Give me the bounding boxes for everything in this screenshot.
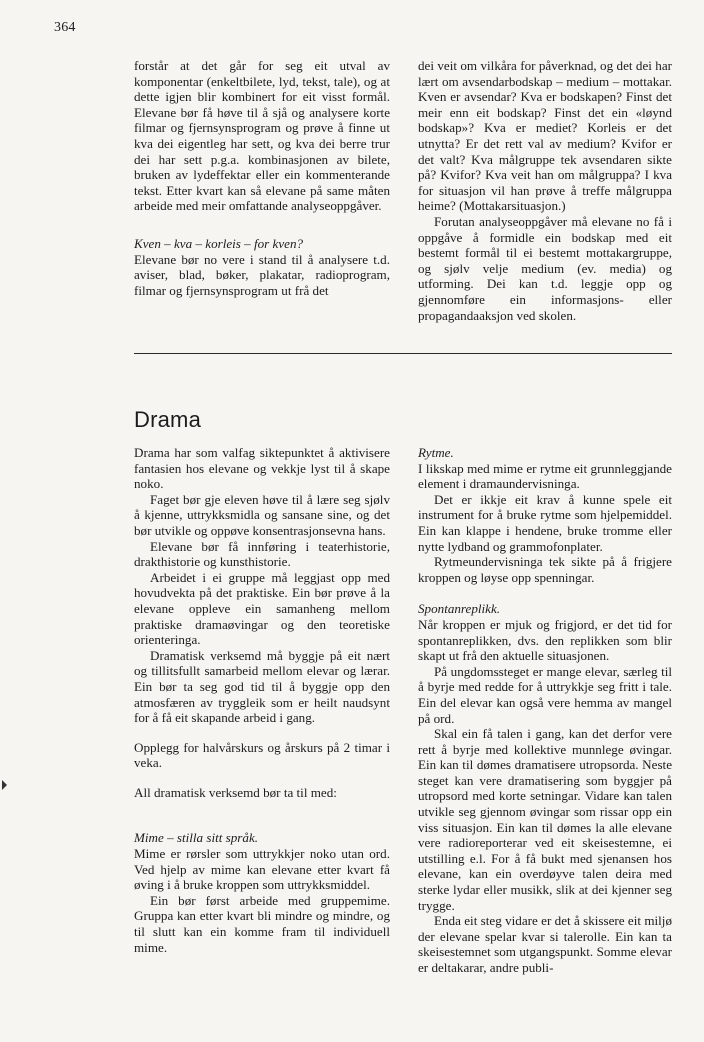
paragraph: Forutan analyseoppgåver må elevane no få i oppgåve å formidle ein bodskap med eit bestemt formål til ei bestemt mottakargruppe, og sjølv velje medium (ev. media) og utforming. Dei kan t.d. leggje opp og gjennomføre ein informasjons- eller propagandaaksjon ved skolen. [418, 213, 672, 323]
subheading: Rytme. [418, 445, 454, 460]
paragraph: Opplegg for halvårskurs og årskurs på 2 timar i veka. [134, 739, 390, 771]
paragraph: Elevane bør no vere i stand til å analysere t.d. aviser, blad, bøker, plakatar, radioprogram, filmar og fjernsynsprogram ut frå det [134, 251, 390, 298]
paragraph: All dramatisk verksemd bør ta til med: [134, 784, 337, 800]
paragraph: Ein bør først arbeide med gruppemime. Gruppa kan etter kvart bli mindre og mindre, og til slutt kan ein komme fram til individuell mime. [134, 892, 390, 955]
subheading: Mime – stilla sitt språk. [134, 830, 259, 846]
paragraph: I likskap med mime er rytme eit grunnleggjande element i dramaundervisninga. [418, 460, 672, 492]
subheading: Spontanreplikk. [418, 601, 501, 617]
top-left-column [134, 58, 390, 298]
paragraph: Rytmeundervisninga tek sikte på å frigjere kroppen og løyse opp spenningar. [418, 554, 672, 585]
paragraph: Elevane bør få innføring i teaterhistorie, drakthistorie og kunsthistorie. [134, 538, 390, 570]
paragraph: dei veit om vilkåra for påverknad, og det dei har lært om avsendarbodskap – medium – mottakar. Kven er avsendar? Kva er bodskapen? Finst det meir enn eit bodskap? Finst det ein «løynd bodskap»? Kva er mediet? Korleis er det utnytta? Er det rett val av medium? Kvifor er det valt? Kva målgruppe tek avsendaren sikte på? Kvifor? Kva veit han om målgruppa? I kva for situasjon vil han prøve å treffe målgruppa heime? (Mottakarsituasjon.) [418, 58, 672, 214]
paragraph: Dramatisk verksemd må byggje på eit nært og tillitsfullt samarbeid mellom elevar og lærar. Ein bør ta seg god tid til å byggje opp den atmosfæren av tryggleik som er heilt naudsynt for å få eit skapande arbeid i gang. [134, 647, 390, 726]
section-title: Drama [134, 406, 202, 432]
paragraph: Drama har som valfag siktepunktet å aktivisere fantasien hos elevane og vekkje lyst til å skape noko. [134, 445, 390, 492]
subheading: Kven – kva – korleis – for kven? [134, 235, 304, 251]
paragraph: Faget bør gje eleven høve til å lære seg sjølv å kjenne, uttrykksmidla og sansane sine, og det bør utvikle og oppøve konsentrasjonsevna hans. [134, 491, 390, 538]
paragraph: Det er ikkje eit krav å kunne spele eit instrument for å bruke rytme som hjelpemiddel. Ein kan klappe i hendene, bruke tromme eller nytte lydband og grammofonplater. [418, 491, 672, 554]
section-divider [134, 353, 672, 354]
paragraph: forstår at det går for seg eit utval av komponentar (enkeltbilete, lyd, tekst, tale), og at dette igjen blir kombinert for eit visst formål. Elevane bør få høve til å sjå og analysere korte filmar og fjernsynsprogram og prøve å finne ut kva dei eigentleg har sett, og kva dei berre trur dei har sett p.g.a. kombinasjonen av bilete, bruken av lydeffektar eller ein kommenterande tekst. Etter kvart kan så elevane på same måten arbeide med meir omfattande analyseoppgåver. [134, 58, 390, 214]
paragraph: Når kroppen er mjuk og frigjord, er det tid for spontanreplikken, dvs. den replikken som blir skapt ut frå den aktuelle situasjonen. [418, 616, 672, 664]
top-right-column [418, 58, 672, 323]
bottom-right-column [418, 445, 672, 976]
page-number: 364 [54, 20, 76, 35]
paragraph: Mime er rørsler som uttrykkjer noko utan ord. Ved hjelp av mime kan elevane etter kvart få øving i å bruke kroppen som uttrykksmiddel. [134, 846, 390, 893]
paragraph: På ungdomssteget er mange elevar, særleg til å byrje med redde for å uttrykkje seg fritt i tale. Ein del elevar kan også vere hemma av mangel på ord. [418, 663, 672, 726]
bottom-left-column [134, 445, 390, 955]
paragraph: Skal ein få talen i gang, kan det derfor vere rett å byrje med kollektive munnlege øvingar. Ein kan til dømes dramatisere utropsorda. Neste steget kan vere dramatisering som byggjer på utropsord med korte setningar. Vidare kan talen utvikle seg gjennom øvingar som rissar opp ein viss situasjon. Ein kan til dømes la alle elevane vere radioreporterar ved eit skeisestemne, ei utstilling e.l. For å få bukt med sjenansen hos elevane, kan ein overdøyve talen deira med sterke lydar eller musikk, slik at dei kjenner seg trygge. [418, 726, 672, 913]
paragraph: Enda eit steg vidare er det å skissere eit miljø der elevane spelar kvar si talerolle. Ein kan ta skeisestemnet som utgangspunkt. Somme elevar er deltakarar, andre publi- [418, 913, 672, 975]
margin-arrow-mark [2, 780, 7, 790]
paragraph: Arbeidet i ei gruppe må leggjast opp med hovudvekta på det praktiske. Ein bør prøve å la elevane oppleve ein samanheng mellom praktiske dramaøvingar og den teoretiske orienteringa. [134, 569, 390, 648]
